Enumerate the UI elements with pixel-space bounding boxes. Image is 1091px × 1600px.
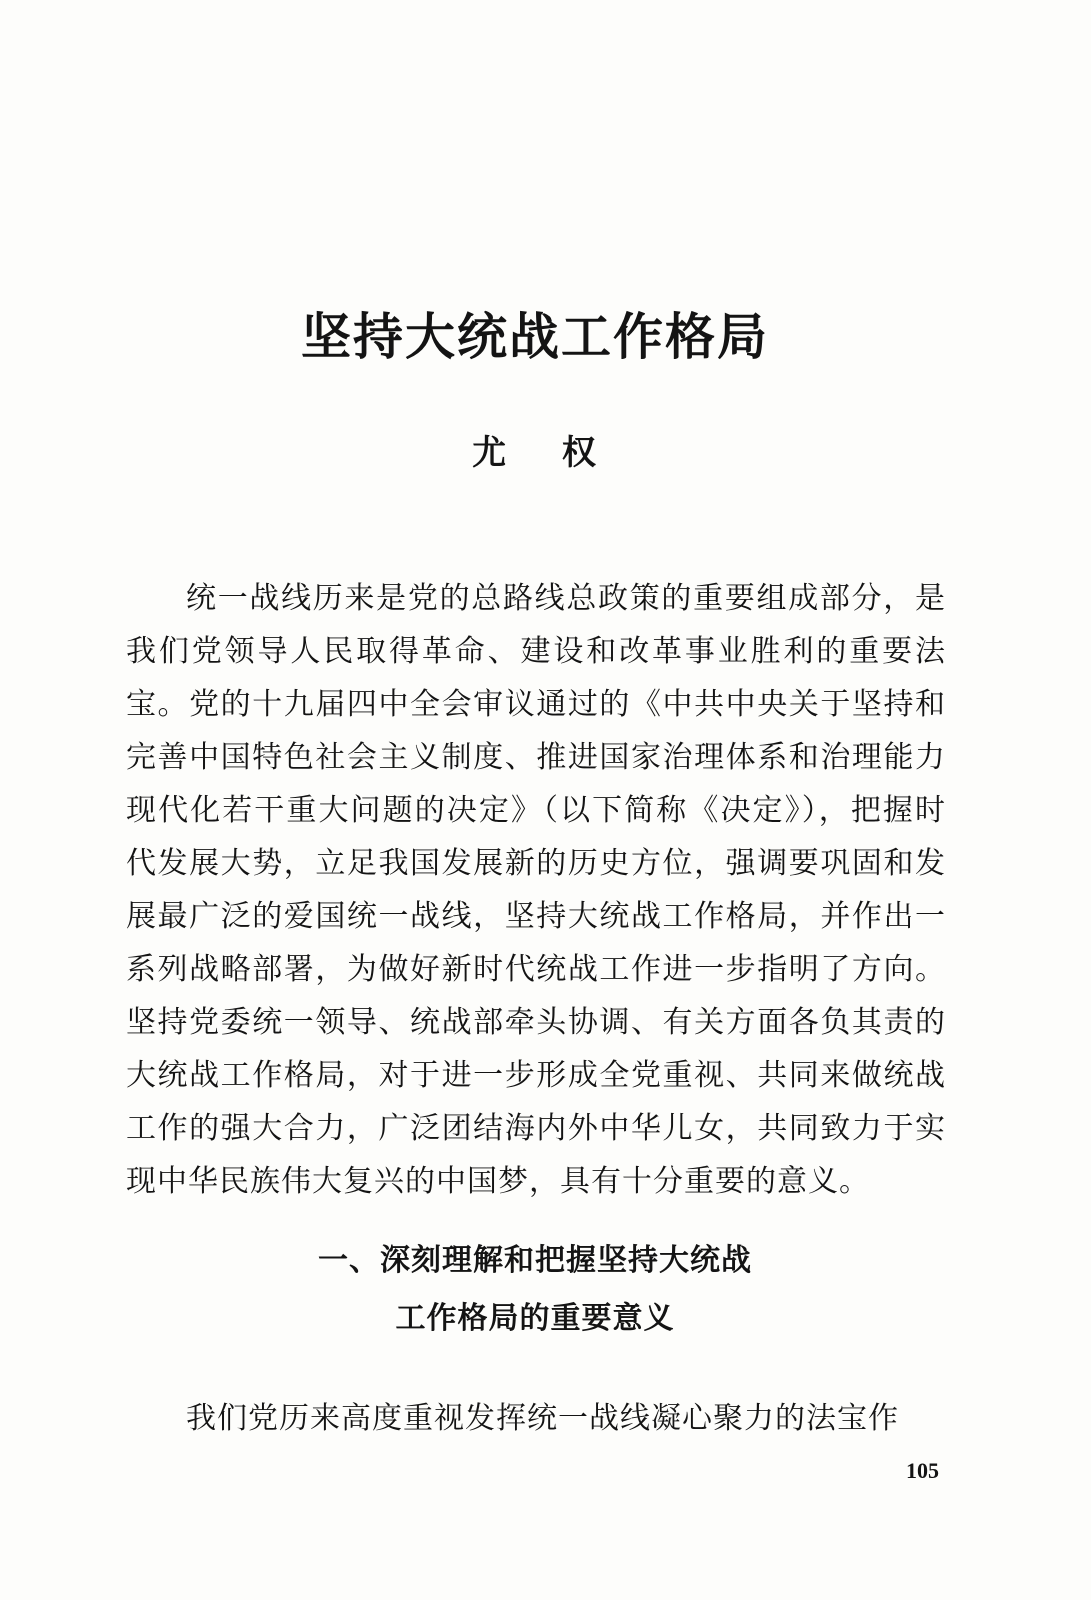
section-heading	[0, 1232, 1070, 1348]
page-number: 105	[906, 1458, 939, 1483]
body-paragraph-1: 统一战线历来是党的总路线总政策的重要组成部分，是我们党领导人民取得革命、建设和改革事业胜利的重要法宝。党的十九届四中全会审议通过的《中共中央关于坚持和完善中国特色社会主义制度、推进国家治理体系和治理能力现代化若干重大问题的决定》（以下简称《决定》），把握时代发展大势，立足我国发展新的历史方位，强调要巩固和发展最广泛的爱国统一战线，坚持大统战工作格局，并作出一系列战略部署，为做好新时代统战工作进一步指明了方向。坚持党委统一领导、统战部牵头协调、有关方面各负其责的大统战工作格局，对于进一步形成全党重视、共同来做统战工作的强大合力，广泛团结海内外中华儿女，共同致力于实现中华民族伟大复兴的中国梦，具有十分重要的意义。	[126, 581, 946, 1199]
article-title: 坚持大统战工作格局	[301, 307, 769, 366]
author-name: 尤 权	[472, 433, 598, 473]
body-paragraph-2: 我们党历来高度重视发挥统一战线凝心聚力的法宝作	[186, 1401, 899, 1436]
section-heading-line-2: 工作格局的重要意义	[395, 1301, 675, 1336]
section-heading-line-1: 一、深刻理解和把握坚持大统战	[318, 1243, 752, 1278]
